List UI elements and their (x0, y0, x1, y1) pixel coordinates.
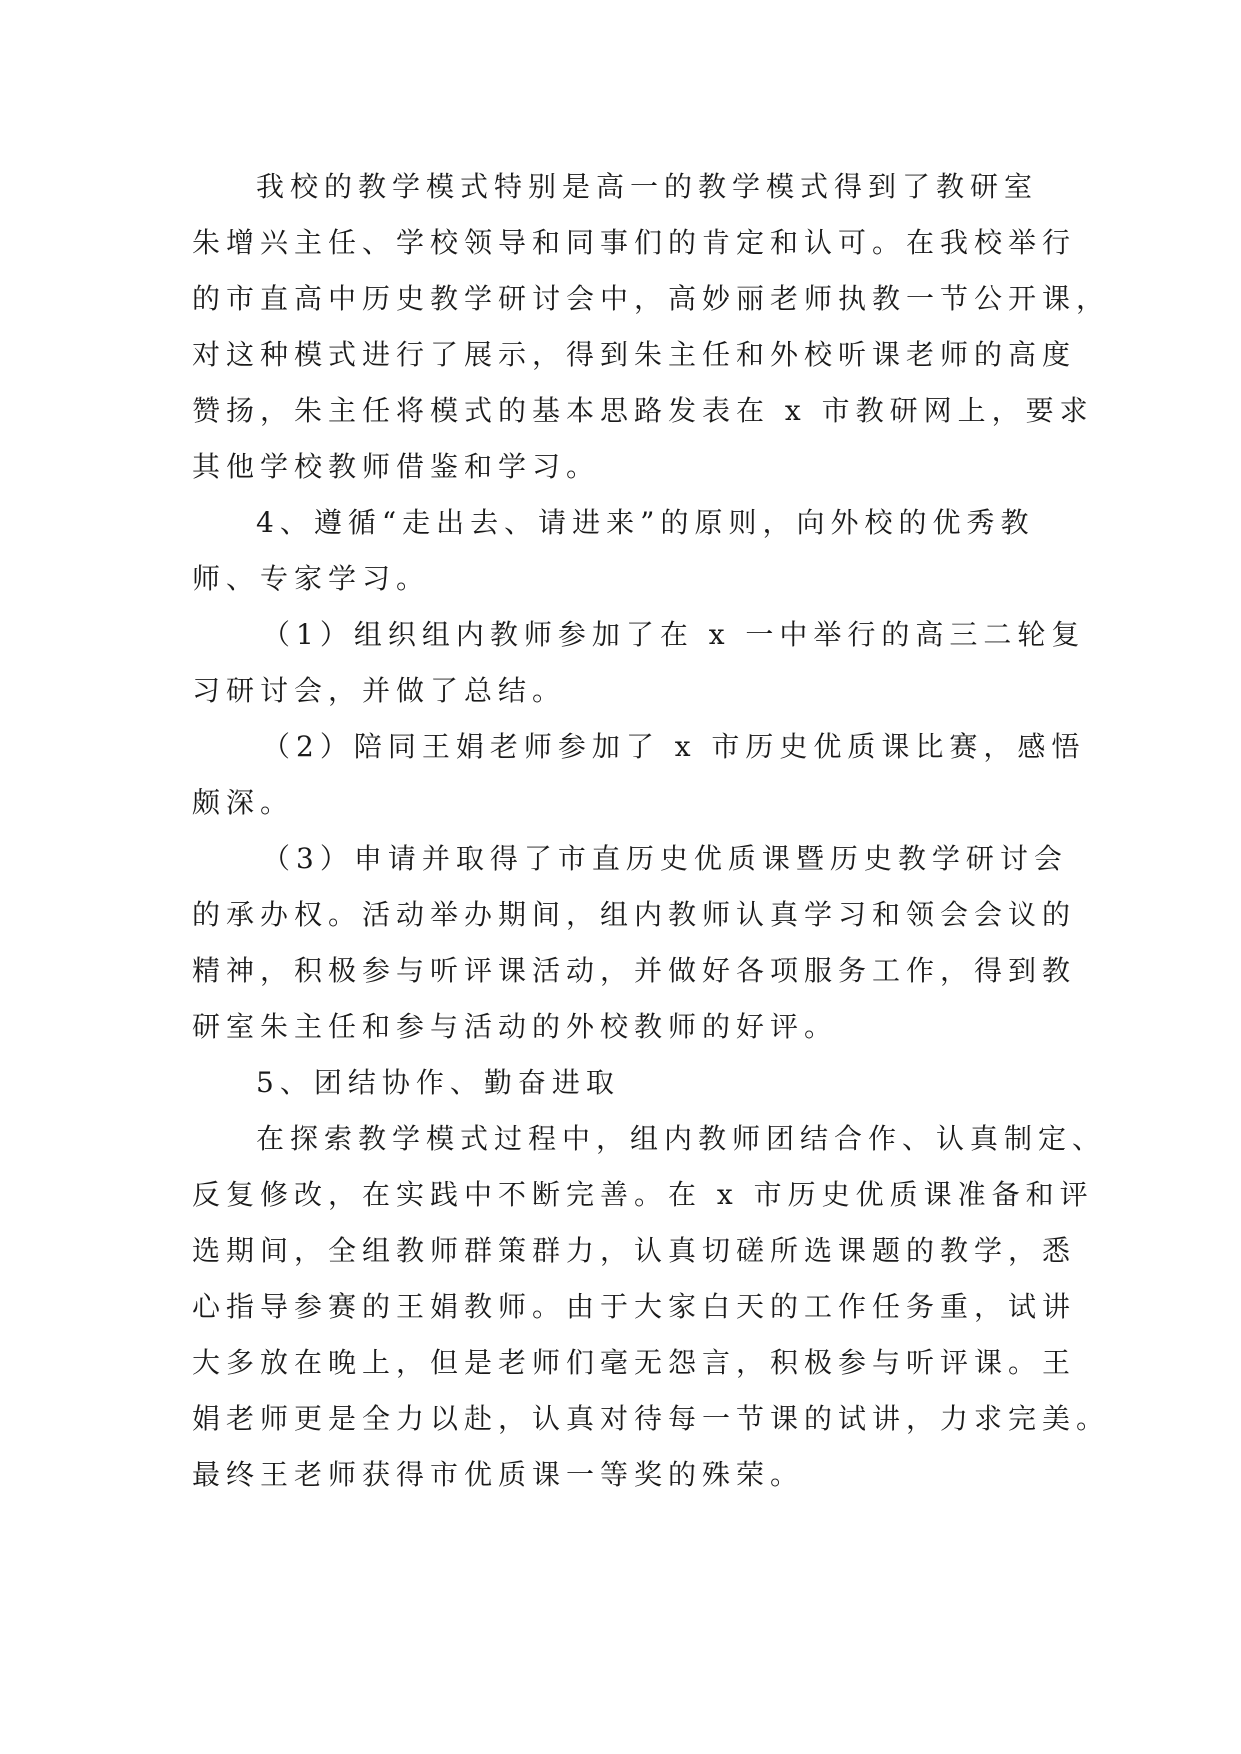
text-line: 朱增兴主任、学校领导和同事们的肯定和认可。在我校举行 (192, 226, 1077, 259)
document-body (192, 159, 1111, 1503)
text-line: 5、团结协作、勤奋进取 (256, 1066, 620, 1099)
text-line: （2）陪同王娟老师参加了 x 市历史优质课比赛，感悟 (262, 730, 1086, 763)
paragraph-section-5-heading (192, 1055, 1092, 1111)
text-line: 娟老师更是全力以赴，认真对待每一节课的试讲，力求完美。 (192, 1402, 1111, 1435)
text-line: 精神，积极参与听评课活动，并做好各项服务工作，得到教 (192, 954, 1077, 987)
text-line: 师、专家学习。 (192, 562, 431, 595)
text-line: 习研讨会，并做了总结。 (192, 674, 567, 707)
paragraph-teaching-model-recognition (192, 159, 1111, 495)
text-line: 在探索教学模式过程中，组内教师团结合作、认真制定、 (256, 1122, 1107, 1155)
text-line: 研室朱主任和参与活动的外校教师的好评。 (192, 1010, 839, 1043)
paragraph-item-2 (192, 719, 1092, 831)
text-line: （1）组织组内教师参加了在 x 一中举行的高三二轮复 (262, 618, 1086, 651)
text-line: 心指导参赛的王娟教师。由于大家白天的工作任务重，试讲 (192, 1290, 1077, 1323)
text-line: 4、遵循“走出去、请进来”的原则，向外校的优秀教 (256, 506, 1035, 539)
paragraph-item-1 (192, 607, 1092, 719)
text-line: 其他学校教师借鉴和学习。 (192, 450, 601, 483)
text-line: 赞扬，朱主任将模式的基本思路发表在 x 市教研网上，要求 (192, 394, 1094, 427)
text-line: 我校的教学模式特别是高一的教学模式得到了教研室 (256, 170, 1039, 203)
paragraph-item-3 (192, 831, 1092, 1055)
text-line: （3）申请并取得了市直历史优质课暨历史教学研讨会 (262, 842, 1068, 875)
text-line: 最终王老师获得市优质课一等奖的殊荣。 (192, 1458, 805, 1491)
text-line: 颇深。 (192, 786, 295, 819)
text-line: 的市直高中历史教学研讨会中，高妙丽老师执教一节公开课， (192, 282, 1111, 315)
text-line: 选期间，全组教师群策群力，认真切磋所选课题的教学，悉 (192, 1234, 1077, 1267)
paragraph-teamwork (192, 1111, 1111, 1503)
text-line: 对这种模式进行了展示，得到朱主任和外校听课老师的高度 (192, 338, 1077, 371)
paragraph-section-4-heading (192, 495, 1092, 607)
text-line: 反复修改，在实践中不断完善。在 x 市历史优质课准备和评 (192, 1178, 1094, 1211)
text-line: 大多放在晚上，但是老师们毫无怨言，积极参与听评课。王 (192, 1346, 1077, 1379)
text-line: 的承办权。活动举办期间，组内教师认真学习和领会会议的 (192, 898, 1077, 931)
